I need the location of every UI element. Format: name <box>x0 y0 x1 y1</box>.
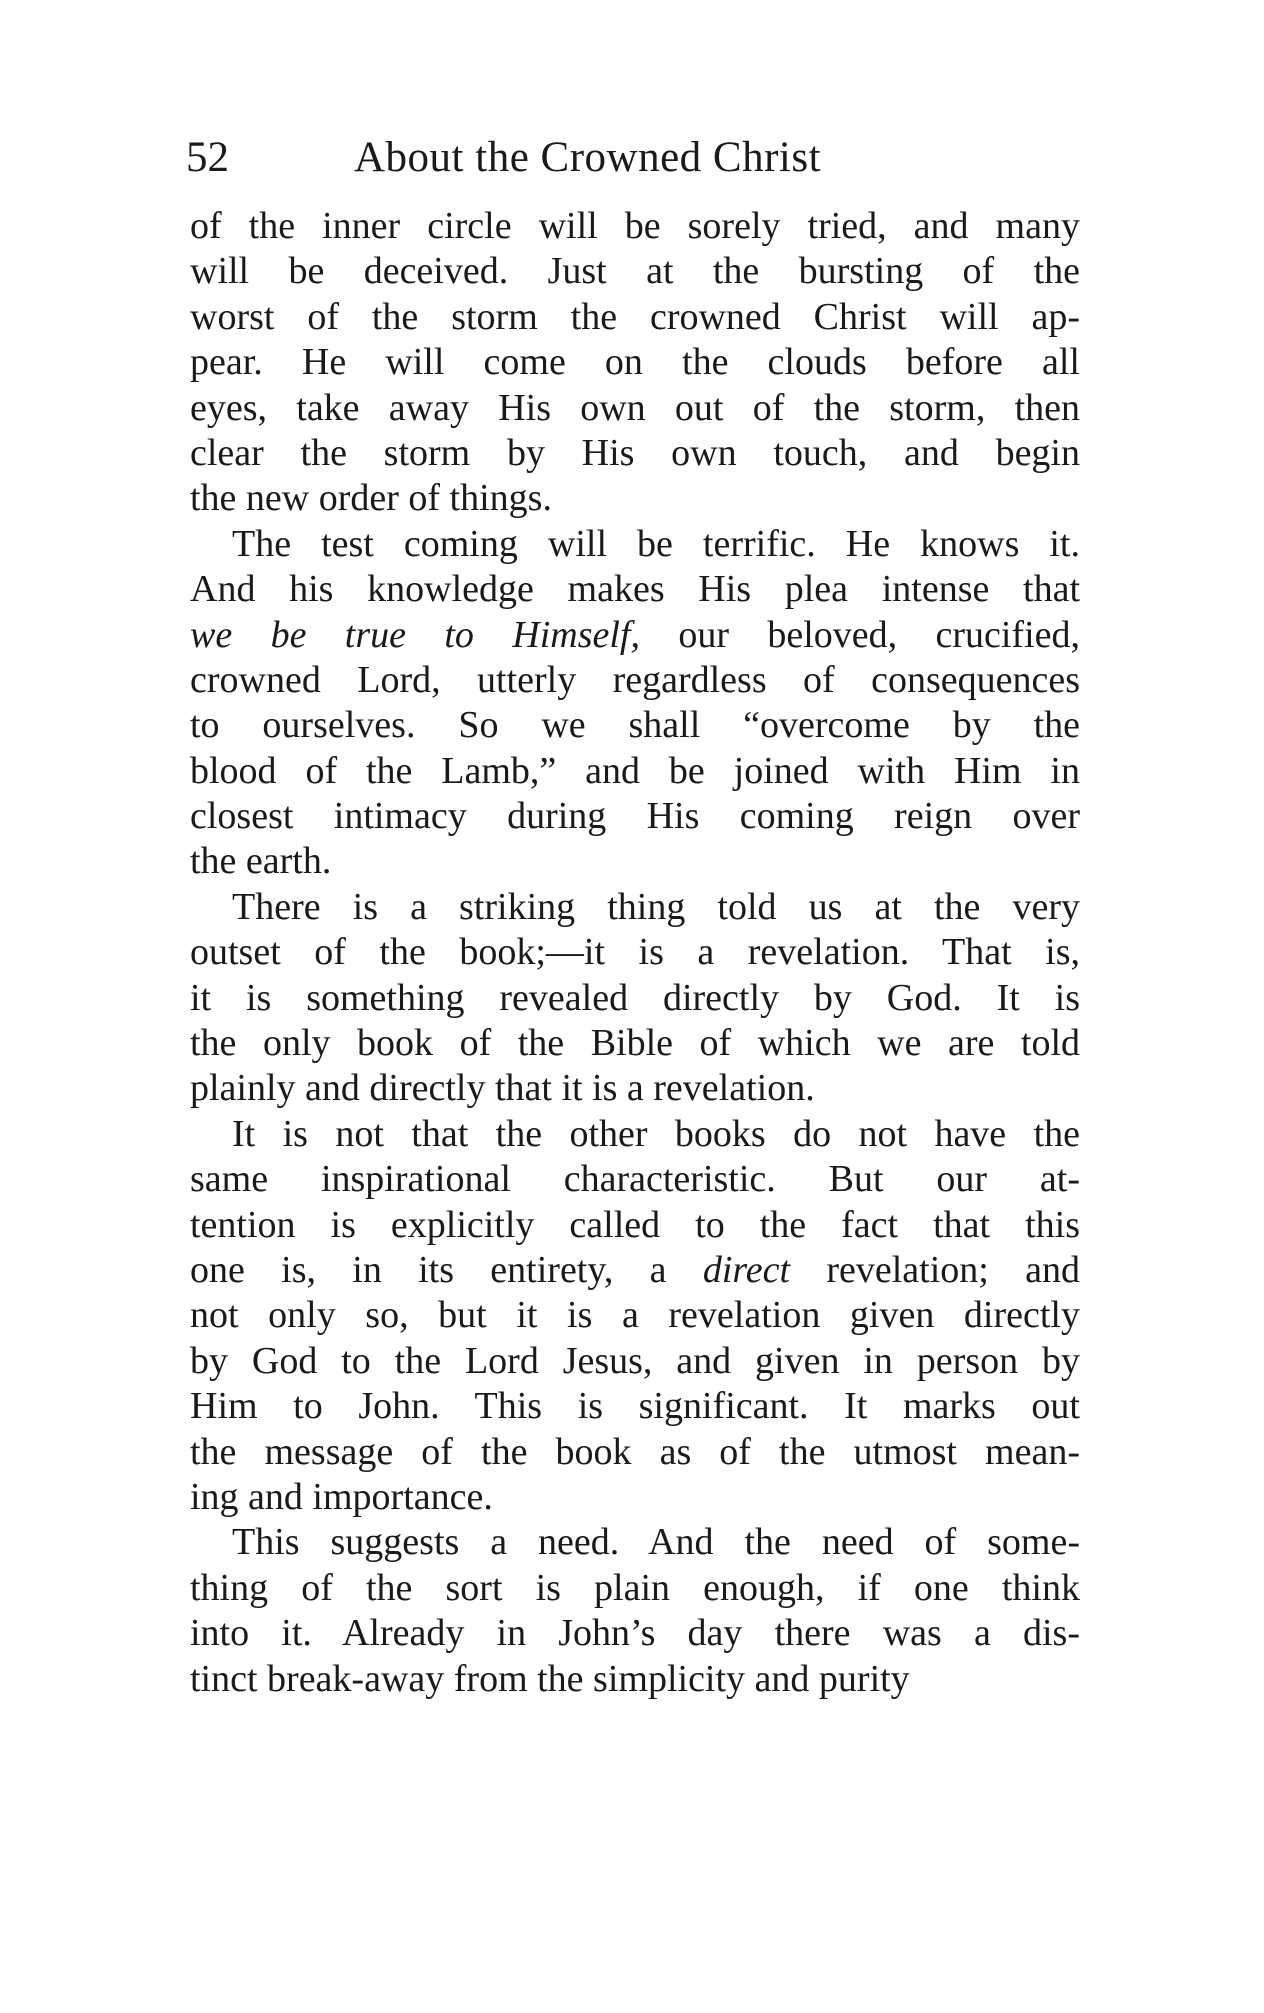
text-line: crowned Lord, utterly regardless of consequences <box>190 658 1080 701</box>
text-line: ing and importance. <box>190 1475 493 1518</box>
text-line: pear. He will come on the clouds before all <box>190 341 1080 384</box>
text-line: The test coming will be terrific. He knows it. <box>232 522 1080 565</box>
text-line: blood of the Lamb,” and be joined with Him in <box>190 749 1080 792</box>
text-line: one is, in its entirety, a direct revelation; and <box>190 1248 1080 1291</box>
text-line: worst of the storm the crowned Christ will ap- <box>190 295 1080 338</box>
text-line: tention is explicitly called to the fact that this <box>190 1203 1080 1246</box>
page-number: 52 <box>186 134 229 181</box>
page-header <box>186 128 906 188</box>
text-line: the earth. <box>190 840 332 883</box>
text-line: thing of the sort is plain enough, if one think <box>190 1566 1080 1609</box>
text-line: to ourselves. So we shall “overcome by the <box>190 704 1080 747</box>
running-title: About the Crowned Christ <box>354 134 822 181</box>
text-line: And his knowledge makes His plea intense that <box>190 568 1080 611</box>
text-line: by God to the Lord Jesus, and given in person by <box>190 1339 1080 1382</box>
text-line: closest intimacy during His coming reign over <box>190 795 1080 838</box>
text-line: will be deceived. Just at the bursting of the <box>190 250 1080 293</box>
text-line: tinct break-away from the simplicity and purity <box>190 1657 910 1700</box>
text-line: of the inner circle will be sorely tried, and many <box>190 205 1080 247</box>
text-line: This suggests a need. And the need of some- <box>232 1521 1080 1564</box>
text-line: we be true to Himself, our beloved, crucified, <box>190 613 1080 656</box>
text-line: it is something revealed directly by God. It is <box>190 976 1080 1019</box>
text-line: same inspirational characteristic. But our at- <box>190 1158 1080 1201</box>
text-line: into it. Already in John’s day there was a dis- <box>190 1612 1080 1655</box>
text-line: clear the storm by His own touch, and begin <box>190 431 1080 474</box>
text-line: outset of the book;—it is a revelation. That is, <box>190 931 1080 974</box>
text-line: eyes, take away His own out of the storm, then <box>190 386 1080 429</box>
body-text <box>190 204 1080 1702</box>
text-line: Him to John. This is significant. It marks out <box>190 1385 1080 1428</box>
text-line: the message of the book as of the utmost mean- <box>190 1430 1080 1473</box>
text-line: There is a striking thing told us at the very <box>232 885 1080 928</box>
text-line: the new order of things. <box>190 477 552 520</box>
text-line: It is not that the other books do not have the <box>232 1112 1080 1155</box>
text-line: plainly and directly that it is a revelation. <box>190 1067 815 1110</box>
text-line: the only book of the Bible of which we are told <box>190 1022 1080 1065</box>
text-line: not only so, but it is a revelation given directly <box>190 1294 1080 1337</box>
